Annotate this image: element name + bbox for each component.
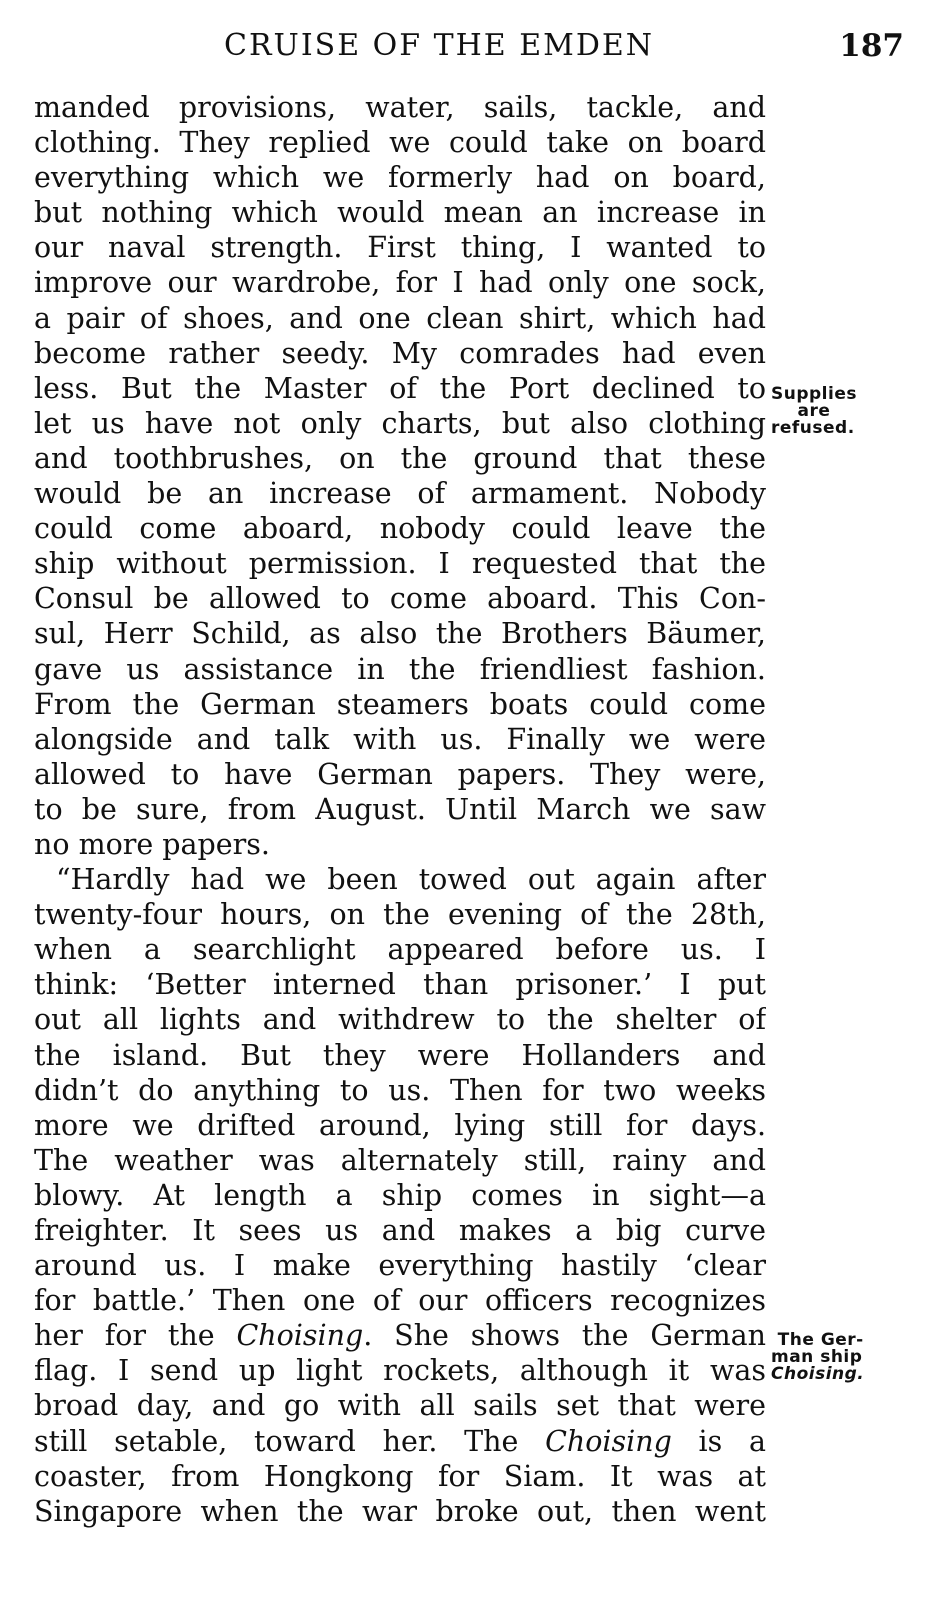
running-title: CRUISE OF THE EMDEN xyxy=(224,28,655,63)
text-line: a pair of shoes, and one clean shirt, which had xyxy=(34,301,766,335)
text-line: out all lights and withdrew to the shelter of xyxy=(34,1003,766,1037)
side-note-line: man ship xyxy=(771,1347,863,1367)
text-line: The weather was alternately still, rainy and xyxy=(34,1143,766,1177)
text-line: ship without permission. I requested that the xyxy=(34,547,766,581)
text-line: freighter. It sees us and makes a big curve xyxy=(34,1214,766,1247)
text-line: the island. But they were Hollanders and xyxy=(34,1038,766,1072)
text-line: think: ‘Better interned than prisoner.’ I put xyxy=(34,968,766,1002)
body-text xyxy=(34,90,766,1529)
text-line: for battle.’ Then one of our officers recognizes xyxy=(34,1284,766,1318)
page-header xyxy=(34,28,904,68)
text-line: around us. I make everything hastily ‘clear xyxy=(34,1249,766,1283)
text-line: could come aboard, nobody could leave the xyxy=(34,512,766,546)
ship-name: Choising xyxy=(545,1424,672,1458)
text-line: more we drifted around, lying still for days. xyxy=(34,1108,766,1142)
text-line: blowy. At length a ship comes in sight—a xyxy=(34,1178,766,1212)
side-note-line: The Ger- xyxy=(777,1330,864,1350)
text-line: but nothing which would mean an increase in xyxy=(34,196,766,230)
text-line: to be sure, from August. Until March we saw xyxy=(34,792,766,826)
text-line: “Hardly had we been towed out again after xyxy=(56,863,766,897)
side-note-line: Supplies xyxy=(771,384,857,404)
side-note-ship-name: Choising. xyxy=(771,1364,865,1384)
text-line: clothing. They replied we could take on board xyxy=(34,126,766,160)
text-segment: is a xyxy=(671,1424,766,1458)
text-line: twenty-four hours, on the evening of the 28th, xyxy=(34,898,766,932)
text-segment: . She shows the German xyxy=(363,1319,766,1353)
text-line: and toothbrushes, on the ground that these xyxy=(34,441,766,475)
text-line xyxy=(34,1318,766,1353)
side-note-line xyxy=(771,1366,870,1383)
text-line: Consul be allowed to come aboard. This Con- xyxy=(34,582,766,616)
text-line: Singapore when the war broke out, then went xyxy=(34,1494,766,1528)
text-line: no more papers. xyxy=(34,827,270,861)
text-line: let us have not only charts, but also clothing xyxy=(34,406,766,440)
text-line: become rather seedy. My comrades had even xyxy=(34,336,766,370)
text-line: improve our wardrobe, for I had only one sock, xyxy=(34,266,766,300)
text-line: when a searchlight appeared before us. I xyxy=(34,933,766,967)
text-line: less. But the Master of the Port declined to xyxy=(34,371,766,405)
text-line: didn’t do anything to us. Then for two weeks xyxy=(34,1073,766,1107)
text-line: allowed to have German papers. They were, xyxy=(34,757,766,791)
side-note-line: are xyxy=(797,401,831,421)
text-segment: her for the xyxy=(34,1319,237,1353)
text-line: manded provisions, water, sails, tackle, and xyxy=(34,91,766,124)
text-line: everything which we formerly had on board, xyxy=(34,161,766,195)
text-line: flag. I send up light rockets, although it was xyxy=(34,1354,766,1388)
text-line xyxy=(34,1424,766,1459)
text-line: From the German steamers boats could come xyxy=(34,687,766,721)
text-line: gave us assistance in the friendliest fashion. xyxy=(34,652,766,686)
side-note-supplies xyxy=(771,386,857,437)
page-number: 187 xyxy=(839,28,904,64)
side-note-choising xyxy=(771,1332,870,1383)
ship-name: Choising xyxy=(236,1319,364,1353)
side-note-line: refused. xyxy=(771,418,855,438)
text-line: broad day, and go with all sails set that were xyxy=(34,1389,766,1423)
text-line: coaster, from Hongkong for Siam. It was at xyxy=(34,1459,766,1493)
text-line: our naval strength. First thing, I wanted to xyxy=(34,231,766,265)
text-line: sul, Herr Schild, as also the Brothers Bäumer, xyxy=(34,617,766,651)
text-line: would be an increase of armament. Nobody xyxy=(34,477,766,511)
text-segment: still setable, toward her. The xyxy=(34,1424,546,1458)
text-line: alongside and talk with us. Finally we were xyxy=(34,722,766,756)
